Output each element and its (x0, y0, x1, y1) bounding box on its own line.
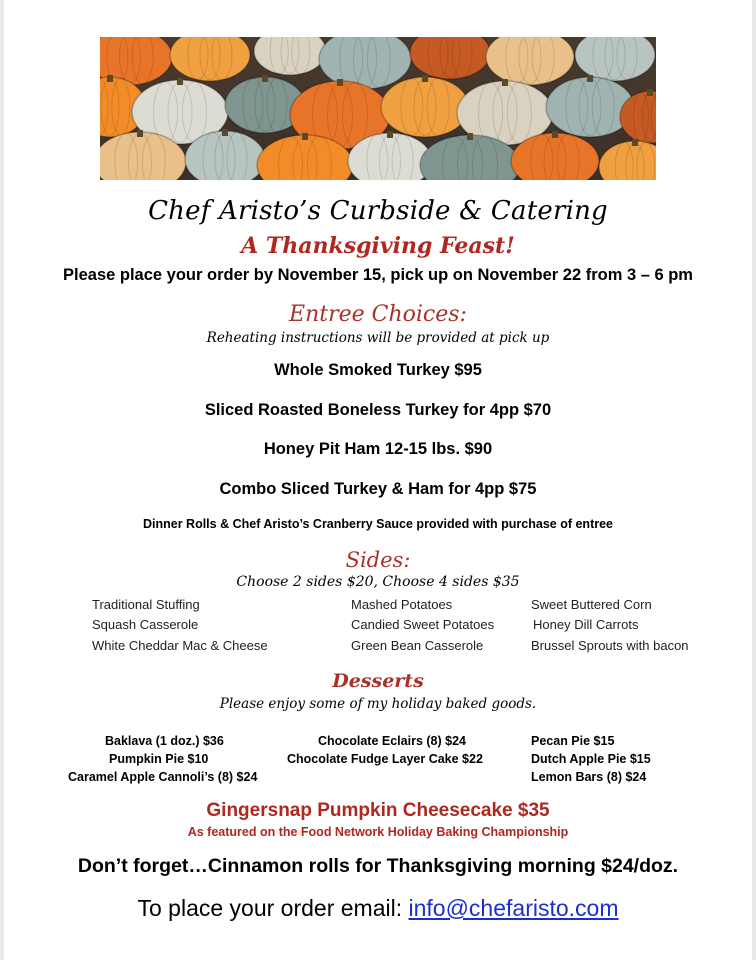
side-item: Honey Dill Carrots (533, 617, 639, 632)
featured-note: As featured on the Food Network Holiday Baking Championship (187, 825, 569, 839)
pumpkin-shape (546, 77, 634, 137)
page-title: Chef Aristo’s Curbside & Catering (148, 196, 608, 226)
pumpkin-shape (486, 37, 574, 85)
side-item: Squash Casserole (92, 617, 199, 632)
sides-pricing-note: Choose 2 sides $20, Choose 4 sides $35 (236, 574, 520, 590)
entree-item: Honey Pit Ham 12-15 lbs. $90 (263, 440, 493, 458)
side-item: Candied Sweet Potatoes (351, 617, 495, 632)
contact-line (0, 895, 756, 922)
pumpkin-stem (177, 78, 183, 85)
entree-included-note: Dinner Rolls & Chef Aristo’s Cranberry Sauce provided with purchase of entree (142, 517, 613, 531)
pumpkin-stem (337, 79, 343, 86)
reheating-note: Reheating instructions will be provided at pick up (206, 330, 550, 346)
order-deadline: Please place your order by November 15, pick up on November 22 from 3 – 6 pm (63, 266, 693, 284)
side-item: Traditional Stuffing (92, 597, 200, 612)
side-item: Sweet Buttered Corn (531, 597, 652, 612)
pumpkin-stem (502, 79, 508, 86)
side-item: White Cheddar Mac & Cheese (92, 638, 268, 653)
pumpkin-stem (587, 75, 593, 82)
side-item: Mashed Potatoes (351, 597, 453, 612)
dessert-item: Dutch Apple Pie $15 (531, 752, 651, 766)
dessert-item: Baklava (1 doz.) $36 (105, 734, 224, 748)
sides-heading: Sides: (345, 548, 411, 572)
side-item: Brussel Sprouts with bacon (531, 638, 689, 653)
entree-item: Combo Sliced Turkey & Ham for 4pp $75 (219, 480, 537, 498)
pumpkin-banner-image (100, 37, 656, 180)
pumpkin-stem (262, 75, 268, 82)
contact-prefix: To place your order email: (137, 895, 409, 921)
page-subtitle: A Thanksgiving Feast! (241, 233, 515, 259)
pumpkin-shape (599, 141, 656, 180)
pumpkin-stem (137, 130, 143, 137)
pumpkin-stem (107, 75, 113, 82)
dessert-item: Lemon Bars (8) $24 (531, 770, 647, 784)
pumpkin-stem (467, 133, 473, 140)
pumpkin-shape (381, 77, 469, 137)
dessert-item: Caramel Apple Cannoli’s (8) $24 (68, 770, 258, 784)
pumpkin-stem (647, 89, 653, 96)
pumpkin-stem (302, 133, 308, 140)
featured-dessert: Gingersnap Pumpkin Cheesecake $35 (206, 800, 550, 821)
dessert-item: Chocolate Fudge Layer Cake $22 (287, 752, 483, 766)
pumpkin-stem (222, 129, 228, 136)
pumpkin-stem (422, 75, 428, 82)
pumpkin-shape (185, 131, 265, 180)
pumpkin-stem (632, 139, 638, 146)
dessert-item: Chocolate Eclairs (8) $24 (318, 734, 466, 748)
pumpkin-shape (575, 37, 655, 81)
side-item: Green Bean Casserole (351, 638, 484, 653)
dessert-item: Pumpkin Pie $10 (109, 752, 209, 766)
entree-item: Sliced Roasted Boneless Turkey for 4pp $70 (204, 401, 552, 419)
cinnamon-rolls-reminder: Don’t forget…Cinnamon rolls for Thanksgiving morning $24/doz. (77, 855, 679, 877)
email-link[interactable]: info@chefaristo.com (408, 895, 619, 921)
pumpkin-stem (387, 131, 393, 138)
pumpkin-shape (170, 37, 250, 81)
entree-item: Whole Smoked Turkey $95 (274, 361, 482, 379)
pumpkin-stem (552, 131, 558, 138)
pumpkin-shape (254, 37, 326, 75)
dessert-item: Pecan Pie $15 (531, 734, 615, 748)
pumpkin-shape (410, 37, 490, 79)
entree-heading: Entree Choices: (289, 302, 467, 327)
desserts-note: Please enjoy some of my holiday baked goods. (219, 696, 537, 712)
desserts-heading: Desserts (332, 670, 424, 692)
